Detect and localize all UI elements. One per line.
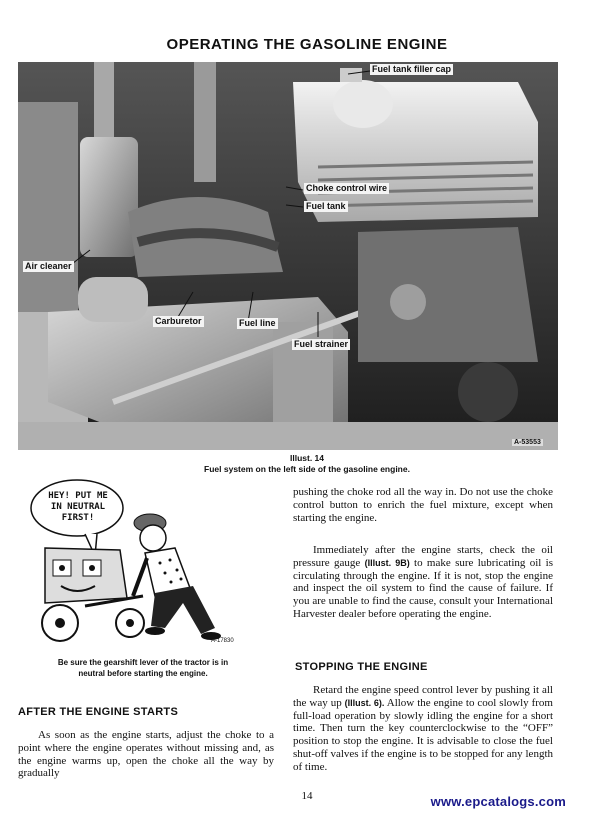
callout-air-cleaner: Air cleaner <box>25 261 72 271</box>
cartoon-id: A-17830 <box>211 638 234 644</box>
cartoon-caption <box>22 657 264 679</box>
speech-line-1: HEY! PUT ME <box>48 491 108 501</box>
oil-pressure-text-a: Immediately after the engine starts, check the oil pressure gauge <box>293 544 553 569</box>
paragraph-oil-pressure <box>293 544 553 621</box>
callout-carburetor: Carburetor <box>155 316 202 326</box>
callout-fuel-strainer: Fuel strainer <box>294 339 349 349</box>
paragraph-after-start: As soon as the engine starts, adjust the choke to a point where the engine operates without missing and, as the engine warms up, open the choke all the way by gradually <box>18 729 274 780</box>
photo-id: A-53553 <box>514 439 541 446</box>
speech-line-3: FIRST! <box>61 513 95 523</box>
cartoon-illustration <box>25 478 255 650</box>
heading-stopping-engine: STOPPING THE ENGINE <box>295 661 428 673</box>
cartoon-caption-line-1: Be sure the gearshift lever of the tractor is in <box>57 658 229 667</box>
engine-photo <box>18 62 558 450</box>
watermark: www.epcatalogs.com <box>430 794 566 809</box>
illust-9b-ref: (Illust. 9B) <box>364 557 410 568</box>
illustration-number: Illust. 14 <box>289 453 324 463</box>
cartoon-caption-line-2: neutral before starting the engine. <box>78 669 208 678</box>
stopping-text-a: Retard the engine speed control lever by pushing it all the way up <box>293 684 553 709</box>
callout-choke-control-wire: Choke control wire <box>306 183 388 193</box>
stopping-text-b: Allow the engine to cool slowly from full-load operation by slowly idling the engine for a short time. Then turn the key counterclockwise to the “OFF” position to stop the engine. It is advisable to close the fuel shut-off valves if the engine is to be stopped for any length of time. <box>293 696 553 773</box>
paragraph-stopping <box>293 684 553 774</box>
paragraph-choke-continued: pushing the choke rod all the way in. Do not use the choke control button to enrich the fuel mixture, except when starting the engine. <box>293 486 553 524</box>
speech-line-2: IN NEUTRAL <box>50 502 106 512</box>
illust-6-ref: (Illust. 6). <box>344 697 385 708</box>
page-title: OPERATING THE GASOLINE ENGINE <box>166 36 448 53</box>
oil-pressure-text-b: to make sure lubricating oil is circulating through the engine. If it is not, stop the engine and inspect the oil system to find the cause of failure. If you are unable to find the cause, consult your International Harvester dealer before operating the engine. <box>293 556 554 620</box>
callout-fuel-tank-filler-cap: Fuel tank filler cap <box>372 64 452 74</box>
callout-fuel-line: Fuel line <box>239 318 276 328</box>
engine-photo-drawing <box>18 62 558 450</box>
page-number: 14 <box>301 790 313 802</box>
illustration-caption: Fuel system on the left side of the gasoline engine. <box>204 464 410 474</box>
callout-fuel-tank: Fuel tank <box>306 201 346 211</box>
heading-after-engine-starts: AFTER THE ENGINE STARTS <box>18 706 179 718</box>
